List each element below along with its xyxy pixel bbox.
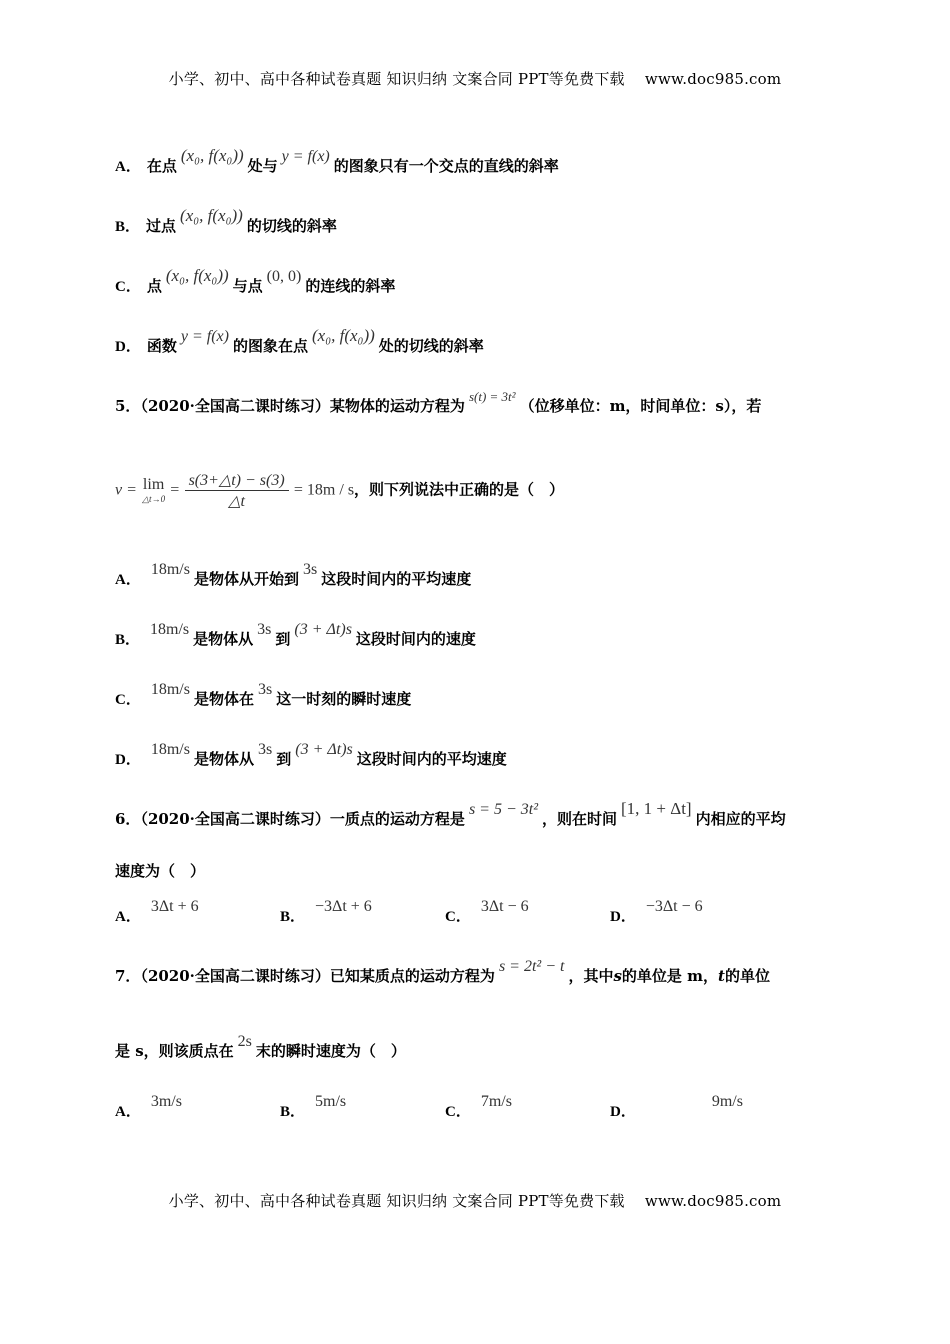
math-point: (x₀, f(x₀)) bbox=[180, 146, 244, 165]
option-text: 函数 bbox=[146, 337, 177, 355]
option-text: 这一时刻的瞬时速度 bbox=[276, 690, 412, 708]
math-point: (x₀, f(x₀)) bbox=[165, 266, 229, 285]
option-value: 3m/s bbox=[150, 1093, 182, 1110]
option-text: 处与 bbox=[247, 157, 278, 175]
math-fraction bbox=[185, 470, 289, 511]
option-text: 这段时间内的平均速度 bbox=[321, 570, 472, 588]
q6-option-c bbox=[445, 898, 533, 926]
q5-stem bbox=[115, 389, 840, 416]
option-text: 与点 bbox=[232, 277, 263, 295]
option-text: 到 bbox=[276, 750, 292, 768]
math-value: 18m/s bbox=[150, 561, 190, 578]
option-text: 过点 bbox=[146, 217, 177, 235]
math-function: y = f(x) bbox=[180, 328, 229, 345]
question-source: （2020·全国高二课时练习） bbox=[140, 397, 330, 415]
q5-option-d bbox=[115, 741, 840, 769]
question-number: 6． bbox=[115, 810, 141, 828]
fraction-numerator: s(3+△t) − s(3) bbox=[185, 470, 289, 491]
q6-stem-cont bbox=[115, 860, 840, 881]
option-label: B． bbox=[280, 909, 306, 925]
q5-limit-expression bbox=[115, 470, 564, 511]
question-text: 一质点的运动方程是 bbox=[329, 810, 465, 828]
q4-option-d bbox=[115, 326, 840, 356]
math-value: 3s bbox=[257, 621, 272, 638]
math-value: 18m/s bbox=[150, 681, 190, 698]
math-point: (x₀, f(x₀)) bbox=[180, 206, 243, 225]
option-value: 7m/s bbox=[480, 1093, 512, 1110]
q5-option-c bbox=[115, 681, 840, 709]
question-source: （2020·全国高二课时练习） bbox=[140, 810, 330, 828]
question-text: 某物体的运动方程为 bbox=[329, 397, 465, 415]
q7-stem bbox=[115, 958, 840, 986]
q6-option-b bbox=[280, 898, 376, 926]
q7-option-c bbox=[445, 1093, 516, 1121]
math-value: 3s bbox=[257, 741, 273, 758]
math-v: v = bbox=[115, 481, 137, 499]
math-interval: [1, 1 + Δt] bbox=[621, 799, 692, 818]
math-origin: (0, 0) bbox=[266, 268, 302, 285]
option-value: −3Δt + 6 bbox=[315, 898, 372, 915]
question-text: ，其中 bbox=[568, 967, 614, 985]
math-equation: s = 5 − 3t² bbox=[468, 801, 538, 818]
option-value: −3Δt − 6 bbox=[645, 898, 703, 915]
lim-subscript: △t→0 bbox=[142, 494, 166, 504]
option-text: 的图象只有一个交点的直线的斜率 bbox=[333, 157, 559, 175]
q6-stem bbox=[115, 799, 840, 829]
question-text: 是 s，则该质点在 bbox=[115, 1042, 234, 1060]
math-value: 3s bbox=[302, 561, 318, 578]
option-text: 点 bbox=[146, 277, 162, 295]
option-value: 5m/s bbox=[315, 1093, 347, 1110]
question-text: （位移单位：m，时间单位：s），若 bbox=[519, 397, 762, 415]
q6-option-a bbox=[115, 898, 203, 926]
option-text: 这段时间内的平均速度 bbox=[356, 750, 507, 768]
option-text: 是物体从 bbox=[193, 750, 254, 768]
option-label: A． bbox=[115, 909, 141, 925]
math-value: 18m/s bbox=[150, 741, 190, 758]
option-text: 是物体从开始到 bbox=[193, 570, 299, 588]
page-header: 小学、初中、高中各种试卷真题 知识归纳 文案合同 PPT等免费下载 www.doc985.com bbox=[168, 70, 782, 88]
question-text: 速度为（ ） bbox=[115, 862, 206, 880]
math-equation: s(t) = 3t² bbox=[468, 389, 516, 404]
option-value: 3Δt − 6 bbox=[480, 898, 529, 915]
math-value: 18m/s bbox=[150, 621, 190, 638]
question-number: 5． bbox=[115, 397, 141, 415]
math-equation: s = 2t² − t bbox=[498, 958, 565, 975]
option-value: 9m/s bbox=[711, 1093, 743, 1110]
option-label: A． bbox=[115, 1104, 141, 1120]
option-label: B． bbox=[115, 219, 141, 235]
option-text: 的切线的斜率 bbox=[246, 217, 337, 235]
option-label: B． bbox=[280, 1104, 306, 1120]
math-lim bbox=[142, 476, 165, 505]
option-text: 这段时间内的速度 bbox=[355, 630, 476, 648]
math-value: (3 + Δt)s bbox=[294, 621, 352, 638]
option-text: 到 bbox=[275, 630, 291, 648]
option-text: 的图象在点 bbox=[232, 337, 308, 355]
math-value: 2s bbox=[237, 1033, 252, 1050]
question-text: 已知某质点的运动方程为 bbox=[329, 967, 495, 985]
option-label: D． bbox=[610, 909, 636, 925]
option-label: C． bbox=[115, 279, 141, 295]
option-label: C． bbox=[115, 692, 141, 708]
question-text: 的单位是 m， bbox=[621, 967, 719, 985]
math-function: y = f(x) bbox=[281, 148, 330, 165]
option-label: C． bbox=[445, 1104, 471, 1120]
q7-option-a bbox=[115, 1093, 186, 1121]
question-text: 内相应的平均 bbox=[695, 810, 786, 828]
var-t: t bbox=[718, 967, 725, 985]
question-text: 末的瞬时速度为（ ） bbox=[255, 1042, 406, 1060]
option-text: 的连线的斜率 bbox=[305, 277, 396, 295]
question-number: 7． bbox=[115, 967, 141, 985]
question-text: 的单位 bbox=[724, 967, 770, 985]
math-value: (3 + Δt)s bbox=[295, 741, 353, 758]
math-value: 3s bbox=[257, 681, 273, 698]
option-text: 是物体从 bbox=[193, 630, 254, 648]
option-label: A． bbox=[115, 572, 141, 588]
math-result: = 18m / s bbox=[293, 481, 355, 499]
option-label: B． bbox=[115, 632, 141, 648]
q4-option-c bbox=[115, 266, 840, 296]
var-s: s bbox=[613, 967, 622, 985]
page-footer: 小学、初中、高中各种试卷真题 知识归纳 文案合同 PPT等免费下载 www.doc985.com bbox=[168, 1192, 782, 1210]
q7-stem-cont bbox=[115, 1033, 840, 1061]
q7-option-b bbox=[280, 1093, 350, 1121]
math-equals: = bbox=[170, 481, 180, 499]
q4-option-b bbox=[115, 206, 840, 236]
option-text: 在点 bbox=[146, 157, 177, 175]
fraction-denominator: △t bbox=[228, 493, 245, 510]
q5-option-a bbox=[115, 561, 840, 589]
q4-option-a bbox=[115, 146, 840, 176]
option-text: 是物体在 bbox=[193, 690, 254, 708]
q7-option-d bbox=[610, 1093, 747, 1121]
q6-option-d bbox=[610, 898, 707, 926]
q5-option-b bbox=[115, 621, 840, 649]
question-text: ，则下列说法中正确的是（ ） bbox=[354, 480, 565, 499]
math-point: (x₀, f(x₀)) bbox=[311, 326, 375, 345]
lim-word: lim bbox=[142, 476, 165, 493]
question-text: ，则在时间 bbox=[542, 810, 618, 828]
option-label: D． bbox=[610, 1104, 636, 1120]
option-label: D． bbox=[115, 339, 141, 355]
option-label: C． bbox=[445, 909, 471, 925]
option-label: A． bbox=[115, 159, 141, 175]
question-source: （2020·全国高二课时练习） bbox=[140, 967, 330, 985]
option-label: D． bbox=[115, 752, 141, 768]
option-value: 3Δt + 6 bbox=[150, 898, 199, 915]
option-text: 处的切线的斜率 bbox=[378, 337, 484, 355]
